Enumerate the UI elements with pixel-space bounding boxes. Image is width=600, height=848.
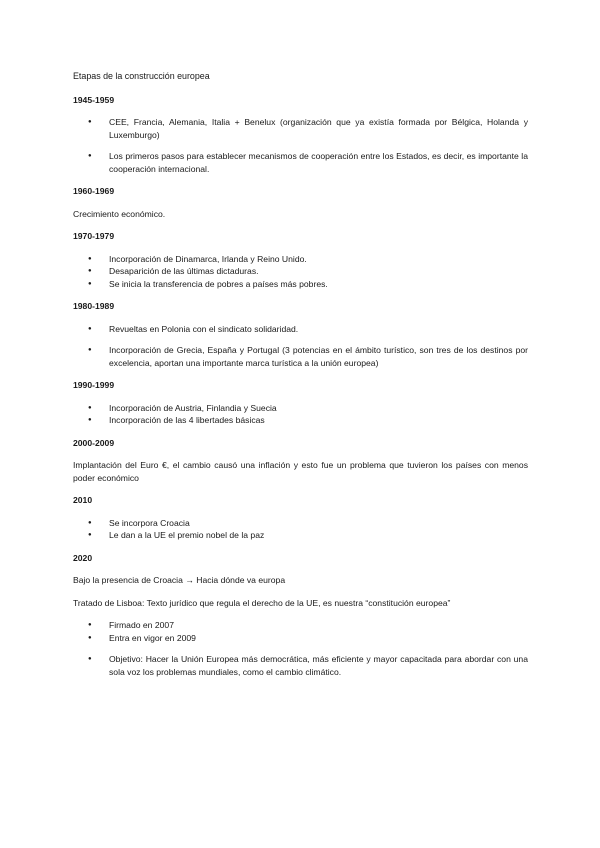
heading-1990-1999: 1990-1999 [73,380,115,390]
list-1990-1999 [73,402,528,427]
document-title: Etapas de la construcción europea [73,71,210,81]
list-1980-1989 [73,323,528,370]
heading-1960-1969: 1960-1969 [73,186,115,196]
list-tratado-lisboa [73,619,528,644]
list-item: ● Se inicia la transferencia de pobres a países más pobres. [73,278,528,291]
list-item: ● Incorporación de las 4 libertades básicas [73,414,528,427]
paragraph-tratado-lisboa: Tratado de Lisboa: Texto jurídico que regula el derecho de la UE, es nuestra “constitución europea” [73,597,451,608]
document-page [73,70,528,688]
heading-2020: 2020 [73,552,93,563]
list-item: ● Incorporación de Austria, Finlandia y Suecia [73,402,528,415]
list-item: ● Entra en vigor en 2009 [73,632,528,645]
list-objetivo [73,653,528,678]
heading-2010: 2010 [73,495,93,505]
paragraph-1960-1969: Crecimiento económico. [73,208,166,219]
list-item: ● Objetivo: Hacer la Unión Europea más democrática, más eficiente y mayor capacitada para abordar con una sola voz los problemas mundiales, como el cambio climático. [73,653,528,678]
heading-1945-1959: 1945-1959 [73,94,115,105]
list-item: ● Desaparición de las últimas dictaduras. [73,265,528,278]
heading-2000-2009: 2000-2009 [73,437,115,448]
list-item: ● Los primeros pasos para establecer mecanismos de cooperación entre los Estados, es decir, es importante la cooperación internacional. [73,150,528,175]
list-item: ● Firmado en 2007 [73,619,528,632]
list-item: ● Incorporación de Dinamarca, Irlanda y Reino Unido. [73,253,528,266]
heading-1980-1989: 1980-1989 [73,301,115,311]
list-item: ● Revueltas en Polonia con el sindicato solidaridad. [73,323,528,336]
list-item: ● Incorporación de Grecia, España y Portugal (3 potencias en el ámbito turístico, son tres de los destinos por excelencia, aportan una importante marca turística a la unión europea) [73,344,528,369]
heading-1970-1979: 1970-1979 [73,231,115,241]
list-2010 [73,517,528,542]
list-item: ● CEE, Francia, Alemania, Italia + Benelux (organización que ya existía formada por Bélgica, Holanda y Luxemburgo) [73,116,528,141]
list-1970-1979 [73,253,528,291]
list-item: ● Le dan a la UE el premio nobel de la paz [73,529,528,542]
paragraph-2020: Bajo la presencia de Croacia → Hacia dónde va europa [73,575,286,585]
paragraph-2000-2009: Implantación del Euro €, el cambio causó una inflación y esto fue un problema que tuvieron los países con menos poder económico [73,460,528,483]
list-1945-1959 [73,116,528,175]
list-item: ● Se incorpora Croacia [73,517,528,530]
